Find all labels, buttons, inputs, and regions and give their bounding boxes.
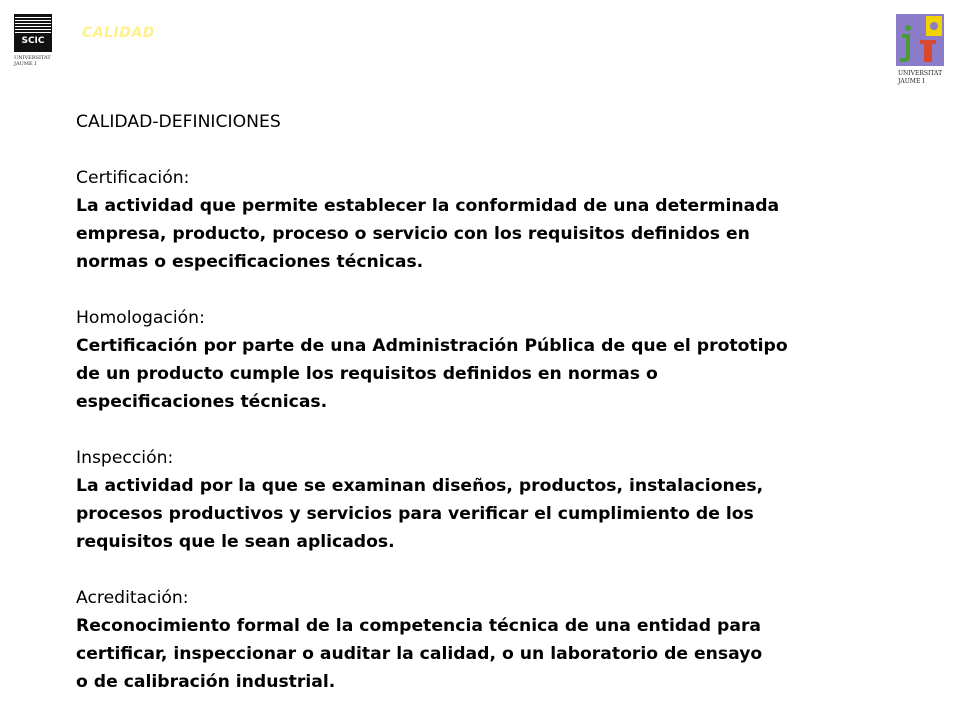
definition-line: certificar, inspeccionar o auditar la calidad, o un laboratorio de ensayo xyxy=(76,644,763,664)
definition-line: de un producto cumple los requisitos definidos en normas o xyxy=(76,364,658,384)
definition-line: empresa, producto, proceso o servicio con los requisitos definidos en xyxy=(76,224,750,244)
uji-logo-caption-line1: UNIVERSITAT xyxy=(898,70,943,77)
uji-logo xyxy=(894,14,950,94)
term-homologacion: Homologación: xyxy=(76,308,205,328)
definition-line: procesos productivos y servicios para verificar el cumplimiento de los xyxy=(76,504,754,524)
definitions-content xyxy=(76,108,946,696)
definition-line: normas o especificaciones técnicas. xyxy=(76,252,424,272)
definition-line: La actividad que permite establecer la conformidad de una determinada xyxy=(76,196,780,216)
definition-line: especificaciones técnicas. xyxy=(76,392,328,412)
definition-line: Certificación por parte de una Administración Pública de que el prototipo xyxy=(76,336,788,356)
definition-line: Reconocimiento formal de la competencia técnica de una entidad para xyxy=(76,616,762,636)
definition-line: requisitos que le sean aplicados. xyxy=(76,532,395,552)
header-section-label: CALIDAD xyxy=(82,25,155,41)
term-acreditacion: Acreditación: xyxy=(76,588,189,608)
term-inspeccion: Inspección: xyxy=(76,448,174,468)
definition-line: o de calibración industrial. xyxy=(76,672,336,692)
uji-logo-caption-line2: JAUME I xyxy=(898,78,925,85)
uji-logo-mark-icon xyxy=(896,14,944,66)
scic-logo-mark xyxy=(14,14,52,52)
scic-logo-caption: UNIVERSITAT JAUME I xyxy=(14,55,51,67)
scic-logo xyxy=(14,14,52,76)
page-title: CALIDAD-DEFINICIONES xyxy=(76,112,281,132)
definition-line: La actividad por la que se examinan diseños, productos, instalaciones, xyxy=(76,476,764,496)
scic-logo-text: SCIC xyxy=(21,36,45,46)
term-certificacion: Certificación: xyxy=(76,168,190,188)
scic-logo-stripes xyxy=(15,17,51,35)
